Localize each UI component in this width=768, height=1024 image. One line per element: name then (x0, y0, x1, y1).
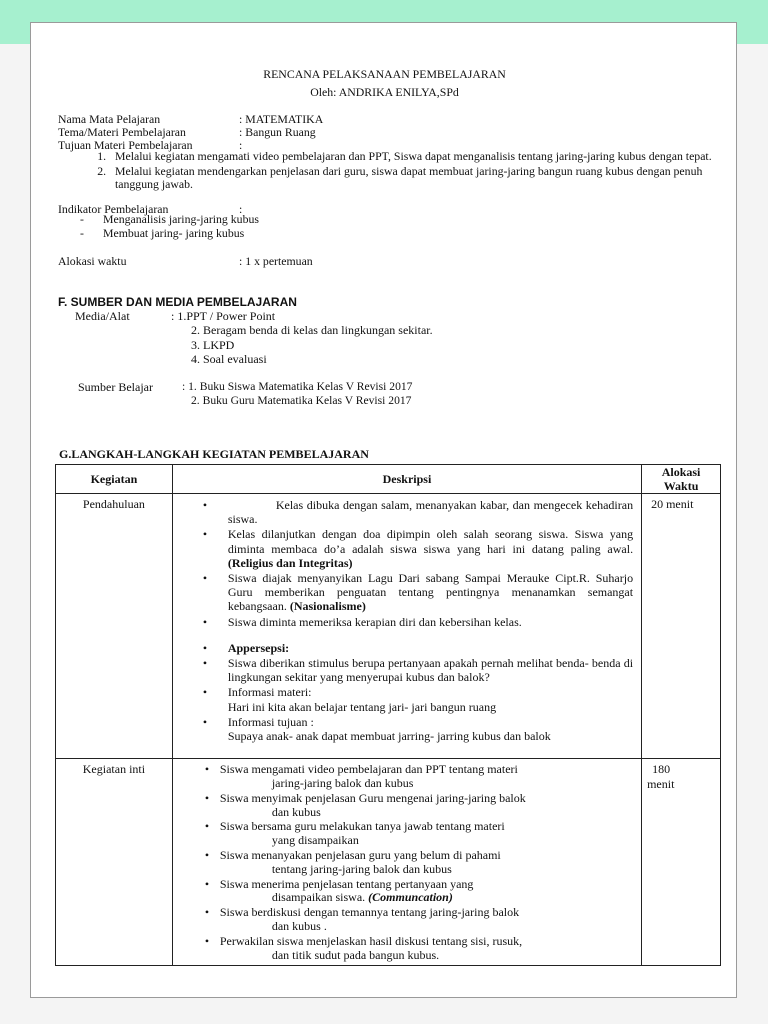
list-item: • Informasi tujuan : Supaya anak- anak dapat membuat jarring- jarring kubus dan balok (177, 715, 633, 743)
tujuan-list (58, 150, 719, 192)
label-media: Media/Alat (75, 309, 130, 323)
media-item: 4. Soal evaluasi (191, 352, 267, 366)
value-alokasi: : 1 x pertemuan (239, 254, 313, 268)
tujuan-item: 1. Melalui kegiatan mengamati video pembelajaran dan PPT, Siswa dapat menganalisis tentang jaring-jaring kubus dengan tepat. (109, 150, 719, 164)
list-item: • Siswa menanyakan penjelasan guru yang belum di pahami tentang jaring-jaring balok dan kubus (177, 849, 633, 877)
value-mata-pelajaran: : MATEMATIKA (239, 112, 324, 126)
label-mata-pelajaran: Nama Mata Pelajaran (58, 112, 161, 126)
indikator-list (80, 213, 259, 240)
value-tujuan: : (239, 138, 243, 152)
value-indikator: : (239, 202, 243, 216)
header-deskripsi: Deskripsi (172, 465, 641, 494)
list-item: • Informasi materi: Hari ini kita akan belajar tentang jari- jari bangun ruang (177, 685, 633, 713)
list-item: • Siswa diminta memeriksa kerapian diri dan kebersihan kelas. (177, 615, 633, 629)
document-page (30, 22, 737, 998)
list-item: • Siswa diajak menyanyikan Lagu Dari sabang Sampai Merauke Cipt.R. Suharjo Guru memberikan penguatan tentang pentingnya menanamkan semangat kebangsaan. (Nasionalisme) (177, 571, 633, 614)
list-item: • Appersepsi: (177, 641, 633, 655)
list-item: • Siswa mengamati video pembelajaran dan PPT tentang materi jaring-jaring balok dan kubus (177, 763, 633, 791)
label-sumber: Sumber Belajar (78, 380, 153, 394)
section-g-heading: G.LANGKAH-LANGKAH KEGIATAN PEMBELAJARAN (59, 447, 369, 461)
list-item: • Siswa bersama guru melakukan tanya jawab tentang materi yang disampaikan (177, 820, 633, 848)
header-kegiatan: Kegiatan (56, 465, 173, 494)
tujuan-item: 2. Melalui kegiatan mendengarkan penjelasan dari guru, siswa dapat membuat jaring-jaring bangun ruang kubus dengan penuh tanggung jawab. (109, 165, 719, 192)
cell-deskripsi (172, 759, 641, 966)
cell-waktu: 20 menit (642, 494, 721, 759)
list-item: • Siswa menyimak penjelasan Guru mengenai jaring-jaring balok dan kubus (177, 792, 633, 820)
cell-deskripsi (172, 494, 641, 759)
header-alokasi: Alokasi Waktu (642, 465, 721, 494)
cell-kegiatan: Pendahuluan (56, 494, 173, 759)
media-item: : 1.PPT / Power Point (171, 309, 276, 323)
label-alokasi: Alokasi waktu (58, 254, 127, 268)
label-tujuan: Tujuan Materi Pembelajaran (58, 138, 193, 152)
cell-kegiatan: Kegiatan inti (56, 759, 173, 966)
doc-author: Oleh: ANDRIKA ENILYA,SPd (310, 85, 459, 99)
media-item: 3. LKPD (191, 338, 235, 352)
section-f-heading: F. SUMBER DAN MEDIA PEMBELAJARAN (58, 295, 297, 309)
list-item: • Perwakilan siswa menjelaskan hasil diskusi tentang sisi, rusuk, dan titik sudut pada bangun kubus. (177, 935, 633, 963)
kegiatan-table (55, 464, 721, 966)
list-item: • Kelas dibuka dengan salam, menanyakan kabar, dan mengecek kehadiran siswa. (177, 498, 633, 526)
list-item: • Siswa berdiskusi dengan temannya tentang jaring-jaring balok dan kubus . (177, 906, 633, 934)
media-item: 2. Beragam benda di kelas dan lingkungan sekitar. (191, 323, 433, 337)
indikator-item: - Membuat jaring- jaring kubus (80, 225, 245, 240)
sumber-item: : 1. Buku Siswa Matematika Kelas V Revisi 2017 (182, 380, 413, 393)
value-tema: : Bangun Ruang (239, 125, 316, 139)
list-item: • Kelas dilanjutkan dengan doa dipimpin oleh salah seorang siswa. Siswa yang diminta membaca do’a adalah siswa siswa yang hari ini datang paling awal. (Religius dan Integritas) (177, 527, 633, 570)
sumber-item: 2. Buku Guru Matematika Kelas V Revisi 2017 (191, 394, 412, 407)
label-indikator: Indikator Pembelajaran (58, 202, 169, 216)
list-item: • Siswa diberikan stimulus berupa pertanyaan apakah pernah melihat benda- benda di lingkungan sekitar yang menyerupai kubus dan balok? (177, 656, 633, 684)
list-item: • Siswa menerima penjelasan tentang pertanyaan yang disampaikan siswa. (Communcation) (177, 878, 633, 906)
label-tema: Tema/Materi Pembelajaran (58, 125, 186, 139)
table-header-row (56, 465, 721, 494)
doc-title: RENCANA PELAKSANAAN PEMBELAJARAN (263, 67, 506, 81)
indikator-item: - Menganalisis jaring-jaring kubus (80, 212, 259, 226)
table-row (56, 759, 721, 966)
table-row (56, 494, 721, 759)
cell-waktu: 180 menit (642, 759, 721, 966)
